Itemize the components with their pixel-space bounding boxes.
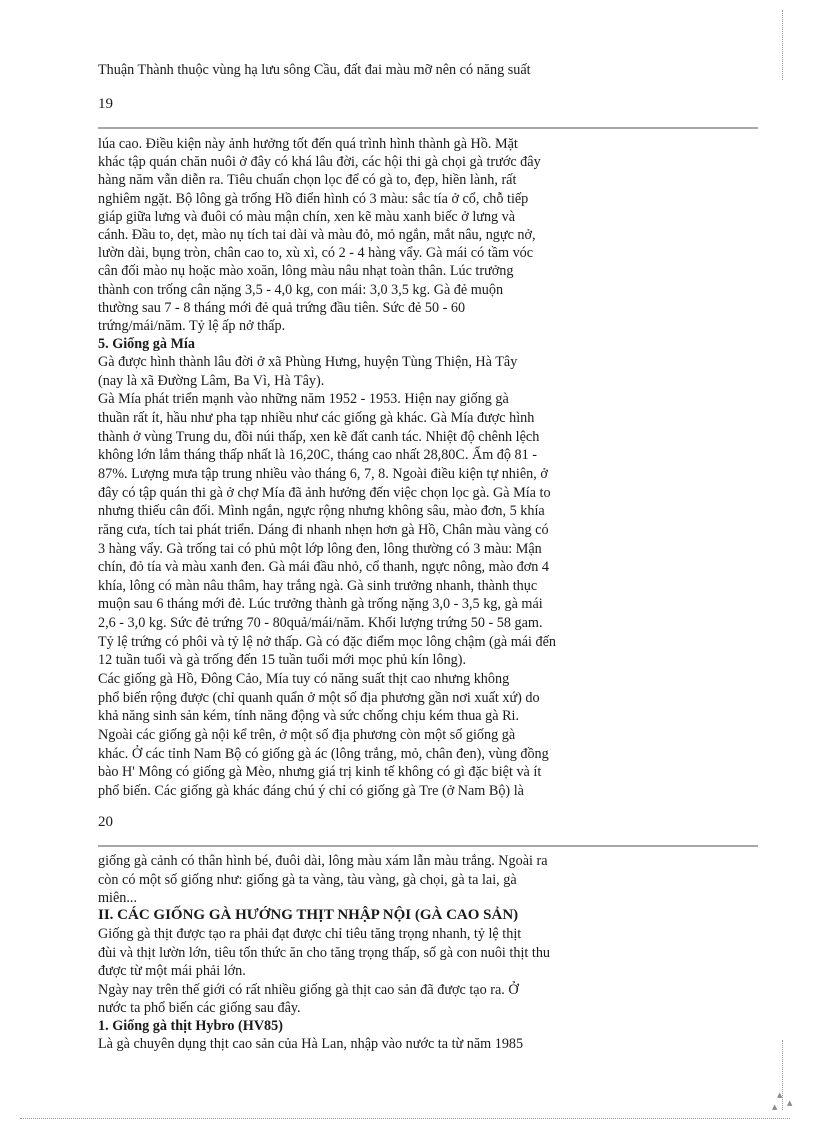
text-line: cân đối mào nụ hoặc mào xoăn, lông màu nâu nhạt toàn thân. Lúc trưởng <box>98 263 514 280</box>
text-line: khía, lông có màn nâu thâm, hay trắng ngà. Gà sinh trưởng nhanh, thành thục <box>98 577 538 594</box>
text-line: muộn sau 6 tháng mới đẻ. Lúc trưởng thành gà trống nặng 3,0 - 3,5 kg, gà mái <box>98 596 543 613</box>
text-line: Gà Mía phát triển mạnh vào những năm 1952 - 1953. Hiện nay giống gà <box>98 391 509 408</box>
text-line: miên... <box>98 890 138 906</box>
text-line: nước ta phổ biến các giống sau đây. <box>98 1000 301 1016</box>
page-separator <box>98 127 758 129</box>
text-line: thành ở vùng Trung du, đồi núi thấp, xen kẽ đất canh tác. Nhiệt độ chênh lệch <box>98 428 540 445</box>
text-line: Ngoài các giống gà nội kể trên, ở một số địa phương còn một số giống gà <box>98 727 516 743</box>
text-line: 12 tuần tuổi và gà trống đến 15 tuần tuổi mới mọc phủ kín lông). <box>98 652 467 669</box>
text-line: nghiêm ngặt. Bộ lông gà trống Hồ điển hình có 3 màu: sắc tía ở cổ, chỗ tiếp <box>98 190 529 207</box>
text-line: không lớn lắm tháng thấp nhất là 16,20C, tháng cao nhất 28,80C. Ẩm độ 81 - <box>98 447 537 464</box>
text-line: thường sau 7 - 8 tháng mới đẻ quả trứng đầu tiên. Sức đẻ 50 - 60 <box>98 299 466 316</box>
page-separator <box>98 845 758 847</box>
text-line: lườn dài, bụng tròn, chân cao to, xù xì, có 2 - 4 hàng vẩy. Gà mái có tầm vóc <box>98 245 534 262</box>
text-line: lúa cao. Điều kiện này ảnh hưởng tốt đến quá trình hình thành gà Hồ. Mặt <box>98 136 518 152</box>
text-line: cánh. Đầu to, dẹt, mào nụ tích tai dài và màu đỏ, mỏ ngắn, mắt nâu, ngực nở, <box>98 227 536 243</box>
text-line: đùi và thịt lườn lớn, tiêu tốn thức ăn cho tăng trọng thấp, số gà con nuôi thịt thu <box>98 944 551 961</box>
triangle-marker-icon: ▲ <box>772 1103 778 1111</box>
text-line: Gà được hình thành lâu đời ở xã Phùng Hưng, huyện Tùng Thiện, Hà Tây <box>98 354 518 370</box>
text-line: (nay là xã Đường Lâm, Ba Vì, Hà Tây). <box>98 372 325 389</box>
text-line: trứng/mái/năm. Tỷ lệ ấp nở thấp. <box>98 318 286 334</box>
text-line: khả năng sinh sản kém, tính năng động và sức chống chịu kém thua gà Ri. <box>98 708 520 725</box>
text-line: hàng năm vẫn diễn ra. Tiêu chuẩn chọn lọc để có gà to, đẹp, hiền lành, rất <box>98 172 517 189</box>
text-line: còn có một số giống như: giống gà ta vàng, tàu vàng, gà chọi, gà ta lai, gà <box>98 871 517 888</box>
text-line: được từ một mái phải lớn. <box>98 963 246 979</box>
text-line: 87%. Lượng mưa tập trung nhiều vào tháng 6, 7, 8. Ngoài điều kiện tự nhiên, ở <box>98 465 548 482</box>
text-line: phổ biến rộng được (chỉ quanh quẩn ở một số địa phương gần nơi xuất xứ) do <box>98 689 540 706</box>
text-line: Ngày nay trên thế giới có rất nhiều giống gà thịt cao sản đã được tạo ra. Ở <box>98 981 519 998</box>
top-paragraph-line: Thuận Thành thuộc vùng hạ lưu sông Cầu, đất đai màu mỡ nên có năng suất <box>98 62 531 78</box>
triangle-marker-icon: ▲ <box>787 1099 793 1107</box>
text-line: khác. Ở các tỉnh Nam Bộ có giống gà ác (lông trắng, mỏ, chân đen), vùng đồng <box>98 745 549 762</box>
text-line: Các giống gà Hồ, Đông Cảo, Mía tuy có năng suất thịt cao nhưng không <box>98 671 510 688</box>
bottom-dotted-border <box>20 1118 790 1119</box>
text-line: khác tập quán chăn nuôi ở đây có khá lâu đời, các hội thi gà chọi gà trước đây <box>98 154 541 171</box>
text-line: 2,6 - 3,0 kg. Sức đẻ trứng 70 - 80quả/mái/năm. Khối lượng trứng 50 - 58 gam. <box>98 615 543 632</box>
text-line: 3 hàng vẩy. Gà trống tai có phủ một lớp lông đen, lông thường có 3 màu: Mận <box>98 540 542 557</box>
text-line: chín, đỏ tía và màu xanh đen. Gà mái đầu nhỏ, cổ thanh, ngực nông, mào đơn 4 <box>98 559 549 576</box>
text-line: bào H' Mông có giống gà Mèo, nhưng giá trị kinh tế không có gì đặc biệt và ít <box>98 764 542 781</box>
page-number: 20 <box>98 814 113 830</box>
text-line: thành con trống cân nặng 3,5 - 4,0 kg, con mái: 3,0 3,5 kg. Gà đẻ muộn <box>98 281 504 298</box>
text-line: Tỷ lệ trứng có phôi và tỷ lệ nở thấp. Gà có đặc điểm mọc lông chậm (gà mái đến <box>98 633 557 650</box>
text-line: đây có tập quán thi gà ở chợ Mía đã ảnh hưởng đến việc chọn lọc gà. Gà Mía to <box>98 484 551 501</box>
corner-mark-bottom-right <box>782 1040 783 1110</box>
corner-mark-top-right <box>782 10 783 80</box>
text-line: giáp giữa lưng và đuôi có màu mận chín, xen kẽ màu xanh biếc ở lưng và <box>98 208 516 225</box>
text-line: phổ biến. Các giống gà khác đáng chú ý chỉ có giống gà Tre (ở Nam Bộ) là <box>98 782 524 799</box>
text-line: thuần rất ít, hầu như pha tạp nhiều như các giống gà khác. Gà Mía được hình <box>98 409 535 426</box>
text-line: nhưng thiếu cân đối. Mình ngắn, ngực rộng nhưng không sâu, mào đơn, 5 khía <box>98 503 545 520</box>
paragraph-hybro-line: Là gà chuyên dụng thịt cao sản của Hà Lan, nhập vào nước ta từ năm 1985 <box>98 1036 524 1052</box>
text-line: răng cưa, tích tai phát triển. Dáng đi nhanh nhẹn hơn gà Hồ, Chân màu vàng có <box>98 521 549 538</box>
page-number: 19 <box>98 96 113 112</box>
text-line: Giống gà thịt được tạo ra phải đạt được chỉ tiêu tăng trọng nhanh, tỷ lệ thịt <box>98 926 522 942</box>
heading-ga-mia: 5. Giống gà Mía <box>98 336 195 352</box>
heading-hybro: 1. Giống gà thịt Hybro (HV85) <box>98 1018 283 1034</box>
text-line: giống gà cảnh có thân hình bé, đuôi dài, lông màu xám lẫn màu trắng. Ngoài ra <box>98 853 548 869</box>
triangle-marker-icon: ▲ <box>777 1091 783 1099</box>
section-heading-imported-breeds: II. CÁC GIỐNG GÀ HƯỚNG THỊT NHẬP NỘI (GÀ CAO SẢN) <box>98 907 519 923</box>
